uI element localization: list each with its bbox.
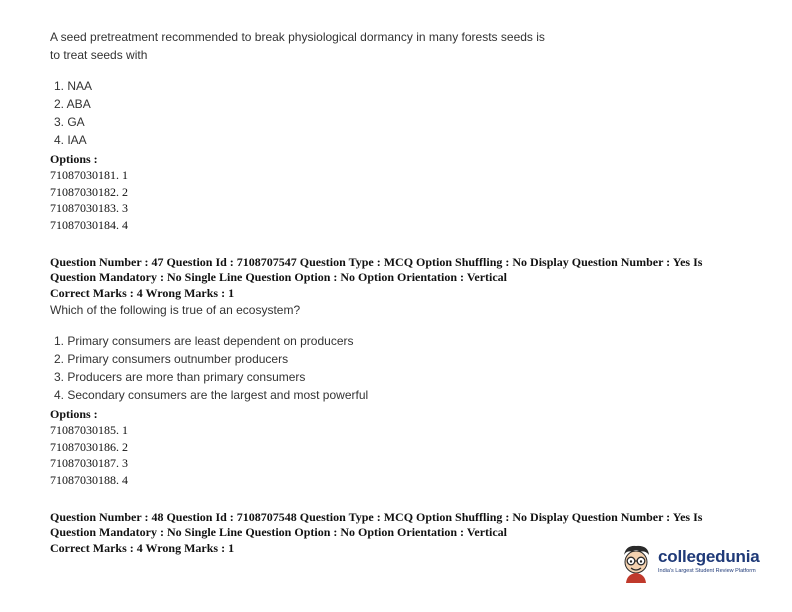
question-meta-line-2: Question Mandatory : No Single Line Question Option : No Option Orientation : Vertical [50,525,508,539]
option-id: 71087030185. 1 [50,423,128,437]
question-text-line-2: to treat seeds with [50,48,148,62]
answer-choice: 2. Primary consumers outnumber producers [54,352,289,366]
marks-line: Correct Marks : 4 Wrong Marks : 1 [50,286,235,300]
question-meta-line-1: Question Number : 48 Question Id : 7108707548 Question Type : MCQ Option Shuffling : No Display Question Number : Yes Is [50,510,703,524]
options-label: Options : [50,152,98,166]
option-id: 71087030181. 1 [50,168,128,182]
option-id: 71087030182. 2 [50,185,128,199]
option-id: 71087030183. 3 [50,201,128,215]
answer-choice: 3. GA [54,115,85,129]
question-meta-line-1: Question Number : 47 Question Id : 7108707547 Question Type : MCQ Option Shuffling : No Display Question Number : Yes Is [50,255,703,269]
answer-choice: 4. IAA [54,133,87,147]
answer-choice: 1. NAA [54,79,93,93]
student-mascot-icon [618,543,654,583]
question-meta-line-2: Question Mandatory : No Single Line Question Option : No Option Orientation : Vertical [50,270,508,284]
logo-wordmark: collegedunia [658,547,760,566]
option-id: 71087030188. 4 [50,473,128,487]
option-id: 71087030187. 3 [50,456,128,470]
question-text-line-1: A seed pretreatment recommended to break physiological dormancy in many forests seeds is [50,30,545,44]
option-id: 71087030184. 4 [50,218,128,232]
marks-line: Correct Marks : 4 Wrong Marks : 1 [50,541,235,555]
answer-choice: 2. ABA [54,97,91,111]
answer-choice: 1. Primary consumers are least dependent on producers [54,334,354,348]
collegedunia-logo [618,543,768,585]
options-label: Options : [50,407,98,421]
answer-choice: 4. Secondary consumers are the largest and most powerful [54,388,369,402]
option-id: 71087030186. 2 [50,440,128,454]
logo-tagline: India's Largest Student Review Platform [658,568,756,574]
question-text: Which of the following is true of an ecosystem? [50,303,301,317]
answer-choice: 3. Producers are more than primary consumers [54,370,306,384]
